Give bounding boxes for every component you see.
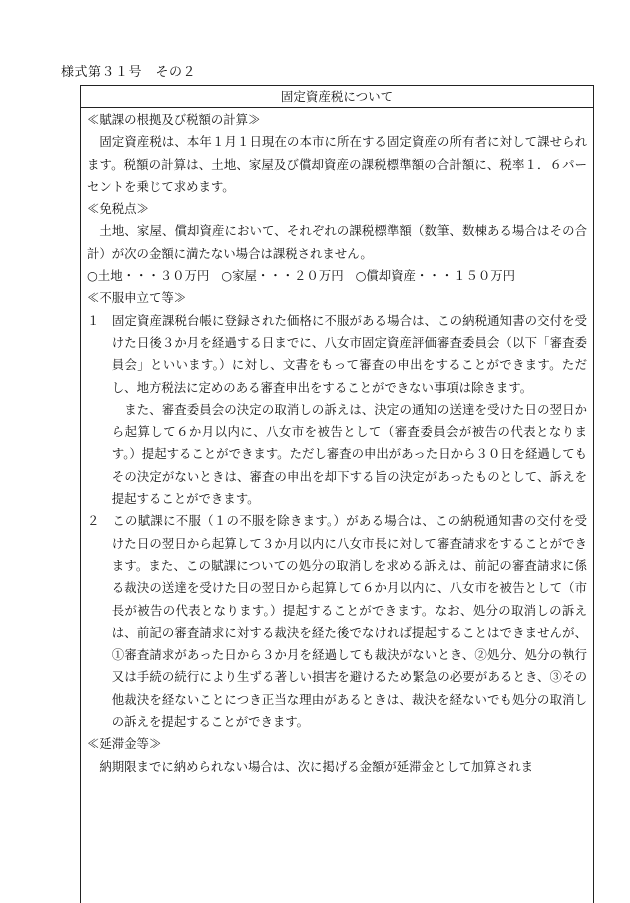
form-number: 様式第３１号 その２ (61, 65, 197, 80)
document-content (87, 109, 587, 778)
exemption-amounts (87, 265, 587, 287)
appeal-item-1-lawsuit: また、審査委員会の決定の取消しの訴えは、決定の通知の送達を受けた日の翌日から起算して６か月以内に、八女市を被告として（審査委員会が被告の代表となります。）提起することができます。ただし審査の申出があった日から３０日を経過してもその決定がないときは、審査の申出を却下する旨の決定があったものとして、訴えを提起することができます。 (111, 401, 587, 507)
exemption-paragraph: 土地、家屋、償却資産において、それぞれの課税標準額（数筆、数棟ある場合はその合計）が次の金額に満たない場合は課税されません。 (87, 223, 587, 261)
appeal-item-2: ２ この賦課に不服（１の不服を除きます。）がある場合は、この納税通知書の交付を受けた日の翌日から起算して３か月以内に八女市長に対して審査請求をすることができます。また、この賦課についての処分の取消しを求める訴えは、前記の審査請求に係る裁決の送達を受けた日の翌日から起算して６か月以内に、八女市を被告として（市長が被告の代表となります。）提起することができます。なお、処分の取消しの訴えは、前記の審査請求に対する裁決を経た後でなければ提起することはできませんが、①審査請求があった日から３か月を経過しても裁決がないとき、②処分、処分の執行又は手続の続行により生ずる著しい損害を避けるため緊急の必要があるとき、③その他裁決を経ないことにつき正当な理由があるときは、裁決を経ないでも処分の取消しの訴えを提起することができます。 (87, 513, 587, 730)
exemption-building: ○家屋・・・２０万円 (221, 268, 344, 284)
exemption-land: ○土地・・・３０万円 (87, 268, 210, 284)
box-title: 固定資産税について (81, 86, 593, 108)
document-box (80, 85, 594, 903)
section-heading-late-fee: ≪延滞金等≫ (87, 736, 162, 752)
section-heading-appeal: ≪不服申立て等≫ (87, 290, 187, 306)
late-fee-paragraph: 納期限までに納められない場合は、次に掲げる金額が延滞金として加算されま (99, 758, 534, 774)
section-heading-basis: ≪賦課の根拠及び税額の計算≫ (87, 112, 261, 127)
section-heading-exemption: ≪免税点≫ (87, 201, 149, 217)
basis-paragraph: 固定資産税は、本年１月１日現在の本市に所在する固定資産の所有者に対して課せられます。税額の計算は、土地、家屋及び償却資産の課税標準額の合計額に、税率１．６パーセントを乗じて求めます。 (87, 134, 587, 194)
exemption-depreciable-assets: ○償却資産・・・１５０万円 (355, 268, 516, 284)
appeal-item-1: １ 固定資産課税台帳に登録された価格に不服がある場合は、この納税通知書の交付を受けた日後３か月を経過する日までに、八女市固定資産評価審査委員会（以下「審査委員会」といいます。）に対し、文書をもって審査の申出をすることができます。ただし、地方税法に定めのある審査申出をすることができない事項は除きます。 (87, 312, 587, 395)
